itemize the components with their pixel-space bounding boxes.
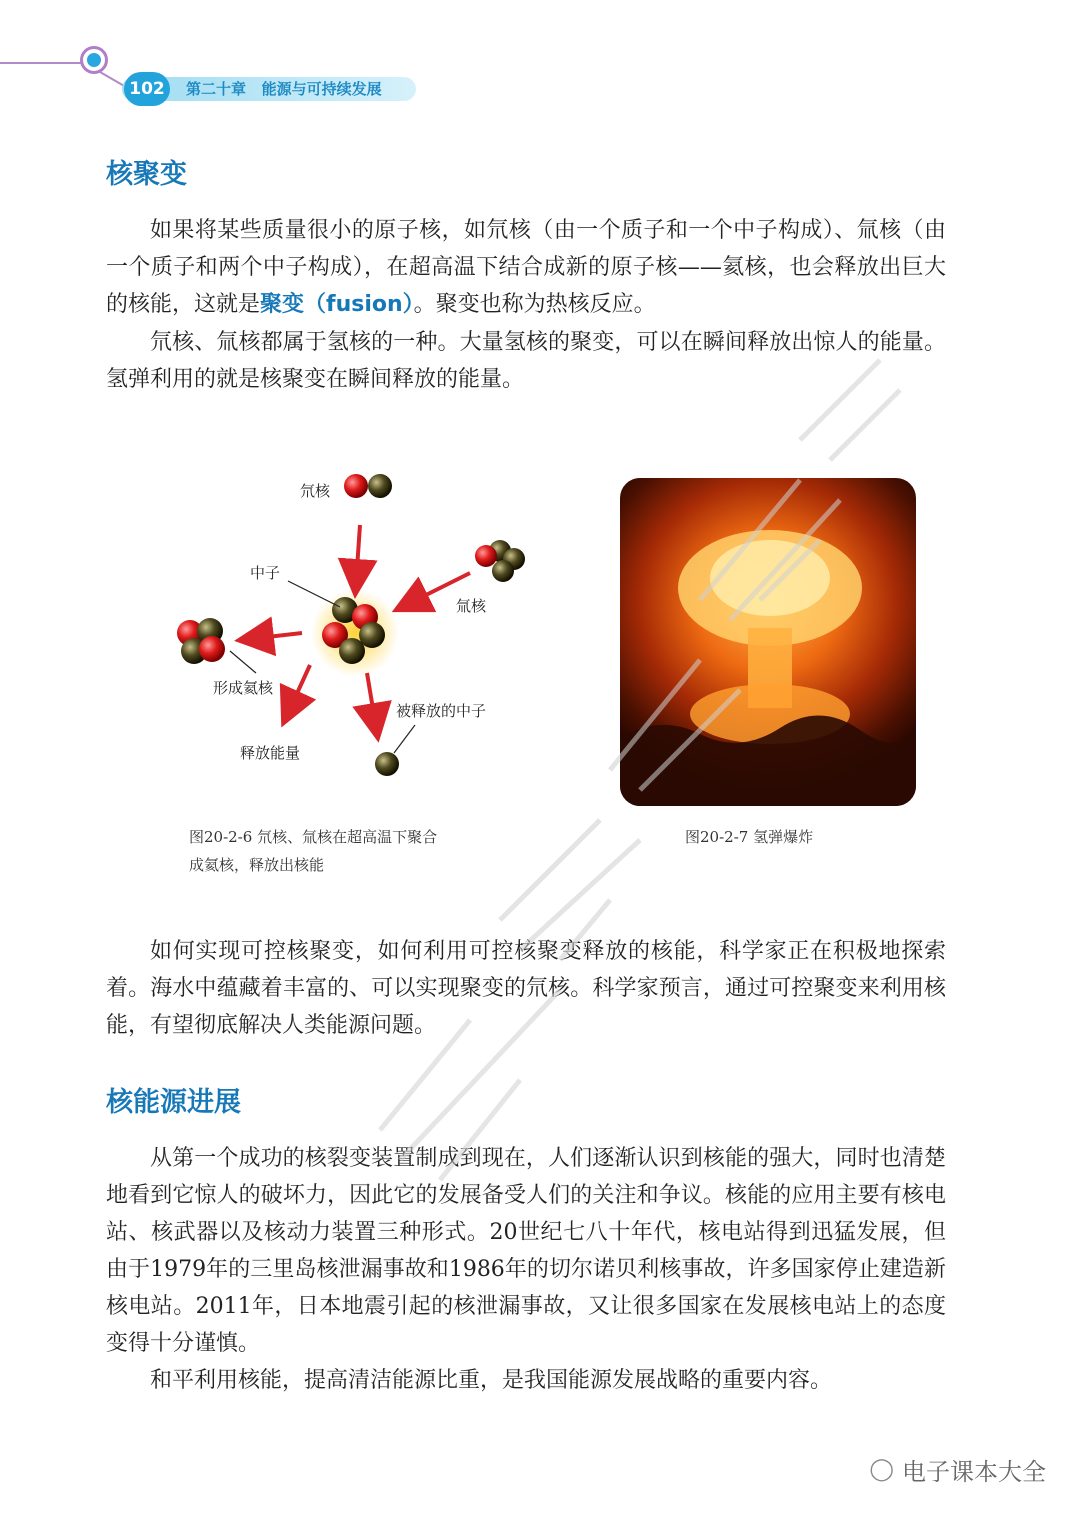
- section-title-fusion: 核聚变: [106, 159, 187, 190]
- header-rule: [0, 62, 82, 64]
- chapter-title: 第二十章 能源与可持续发展: [186, 80, 382, 98]
- paragraph-controlled-fusion: 如何实现可控核聚变，如何利用可控核聚变释放的核能，科学家正在积极地探索着。海水中蕴藏着丰富的、可以实现聚变的氘核。科学家预言，通过可控聚变来利用核能，有望彻底解决人类能源问题。: [106, 939, 946, 1038]
- tritium-right: [475, 540, 525, 582]
- released-neutron: [375, 752, 399, 776]
- paragraph-hydrogen-bomb: 氘核、氚核都属于氢核的一种。大量氢核的聚变，可以在瞬间释放出惊人的能量。氢弹利用的就是核聚变在瞬间释放的能量。: [106, 330, 946, 392]
- helium-left: [177, 618, 225, 664]
- header-ring-icon: [80, 46, 108, 74]
- page-number: 102: [124, 72, 170, 106]
- paragraph-peaceful-use: 和平利用核能，提高清洁能源比重，是我国能源发展战略的重要内容。: [150, 1368, 833, 1393]
- label-tritium: 氚核: [456, 597, 487, 615]
- figure1-caption: [189, 823, 437, 879]
- account-watermark: [869, 1452, 1046, 1487]
- paragraph-nuclear-history: 从第一个成功的核裂变装置制成到现在，人们逐渐认识到核能的强大，同时也清楚地看到它惊人的破坏力，因此它的发展备受人们的关注和争议。核能的应用主要有核电站、核武器以及核动力装置三种形式。20世纪七八十年代，核电站得到迅猛发展，但由于1979年的三里岛核泄漏事故和1986年的切尔诺贝利核事故，许多国家停止建造新核电站。2011年，日本地震引起的核泄漏事故，又让很多国家在发展核电站上的态度变得十分谨慎。: [106, 1146, 946, 1356]
- figure2-caption: 图20-2-7 氢弹爆炸: [685, 828, 814, 846]
- paragraph-text: 。聚变也称为热核反应。: [413, 292, 656, 317]
- label-energy: 释放能量: [240, 744, 301, 762]
- label-released-neutron: 被释放的中子: [396, 702, 487, 720]
- label-neutron: 中子: [250, 564, 281, 582]
- account-name: 电子课本大全: [902, 1458, 1046, 1486]
- fusion-diagram: [160, 455, 560, 795]
- section-title-nuclear-progress: 核能源进展: [106, 1087, 241, 1118]
- caption-line: 成氦核，释放出核能: [189, 856, 325, 874]
- chat-bubble-icon: ◯: [869, 1457, 894, 1482]
- term-fusion: 聚变（fusion）: [260, 292, 414, 317]
- label-helium: 形成氦核: [213, 679, 274, 697]
- caption-line: 图20-2-6 氘核、氚核在超高温下聚合: [189, 828, 438, 846]
- explosion-shapes: [620, 478, 916, 806]
- deuterium-top: [344, 474, 392, 498]
- label-deuterium: 氘核: [300, 482, 331, 500]
- fusion-center: [311, 589, 399, 677]
- paragraph-fusion-definition: [106, 212, 946, 323]
- hydrogen-bomb-photo: [620, 478, 916, 806]
- paragraph-text: 如果将某些质量很小的原子核，如氘核（由一个质子和一个中子构成）、氚核（由一个质子和两个中子构成），在超高温下结合成新的原子核——氦核，也会释放出巨大的核能，这就是: [106, 218, 946, 317]
